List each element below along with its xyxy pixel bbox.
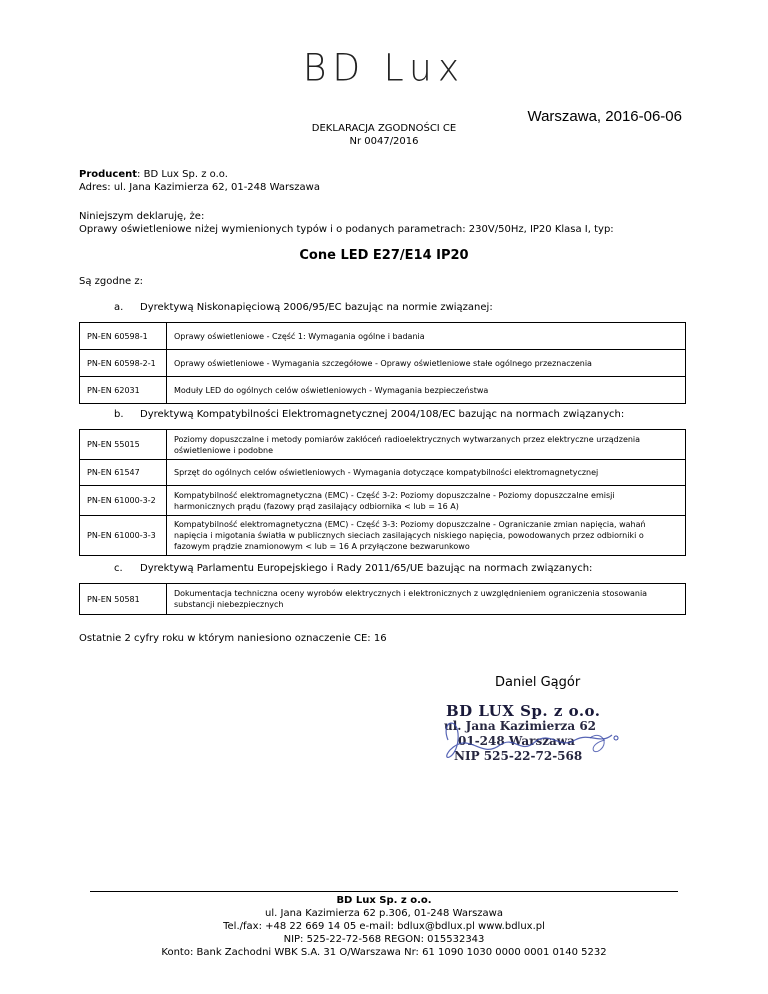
compliant-label: Są zgodne z: — [79, 276, 144, 287]
standards-table-c — [79, 583, 686, 615]
standard-description: Moduły LED do ogólnych celów oświetleniowych - Wymagania bezpieczeństwa — [167, 377, 686, 404]
standard-description: Dokumentacja techniczna oceny wyrobów elektrycznych i elektronicznych z uwzględnieniem ograniczenia stosowania substancji niebezpiecznych — [167, 584, 686, 615]
standard-description: Oprawy oświetleniowe - Wymagania szczegółowe - Oprawy oświetleniowe stałe ogólnego przeznaczenia — [167, 350, 686, 377]
stamp-line-2: ul. Jana Kazimierza 62 — [444, 719, 597, 733]
standard-code: PN-EN 61547 — [80, 460, 167, 486]
intro-block — [79, 210, 614, 236]
standards-table-a — [79, 322, 686, 404]
section-a-heading: Dyrektywą Niskonapięciową 2006/95/EC bazując na normie związanej: — [140, 302, 493, 313]
stamp-line-1: BD LUX Sp. z o.o. — [446, 702, 601, 720]
producer-line — [79, 168, 320, 181]
standard-code: PN-EN 61000-3-2 — [80, 486, 167, 516]
producer-label: Producent — [79, 169, 138, 180]
product-name: Cone LED E27/E14 IP20 — [299, 248, 469, 263]
table-row — [80, 350, 686, 377]
intro-line-2: Oprawy oświetleniowe niżej wymienionych typów i o podanych parametrach: 230V/50Hz, IP20 Klasa I, typ: — [79, 224, 614, 235]
footer — [0, 894, 768, 959]
signatory-name: Daniel Gągór — [495, 675, 581, 690]
footer-address: ul. Jana Kazimierza 62 p.306, 01-248 Warszawa — [265, 908, 503, 919]
standard-code: PN-EN 55015 — [80, 430, 167, 460]
handwritten-signature — [440, 700, 620, 775]
standard-description: Sprzęt do ogólnych celów oświetleniowych - Wymagania dotyczące kompatybilności elektromagnetycznej — [167, 460, 686, 486]
section-b-heading: Dyrektywą Kompatybilności Elektromagnetycznej 2004/108/EC bazując na normach związanych: — [140, 409, 625, 420]
standard-description: Kompatybilność elektromagnetyczna (EMC) - Część 3-3: Poziomy dopuszczalne - Ograniczanie zmian napięcia, wahań napięcia i migotania światła w publicznych sieciach zasilających niskiego napięcia, powodowanych przez odbiorniki o fazowym prądzie znamionowym < lub = 16 A przyłączone bezwarunkowo — [167, 516, 686, 556]
standard-code: PN-EN 61000-3-3 — [80, 516, 167, 556]
section-c-heading: Dyrektywą Parlamentu Europejskiego i Rady 2011/65/UE bazując na normach związanych: — [140, 563, 593, 574]
stamp-line-3: 01-248 Warszawa — [458, 734, 575, 748]
section-b-letter: b. — [114, 409, 124, 420]
table-row — [80, 486, 686, 516]
section-c-letter: c. — [114, 563, 123, 574]
intro-line-1: Niniejszym deklaruję, że: — [79, 211, 205, 222]
footer-ids: NIP: 525-22-72-568 REGON: 015532343 — [283, 934, 485, 945]
standard-description: Kompatybilność elektromagnetyczna (EMC) - Część 3-2: Poziomy dopuszczalne - Poziomy dopuszczalne emisji harmonicznych prądu (fazowy prąd zasilający odbiornika < lub = 16 A) — [167, 486, 686, 516]
section-a-letter: a. — [114, 302, 124, 313]
stamp-line-4: NIP 525-22-72-568 — [454, 749, 583, 763]
table-row — [80, 460, 686, 486]
footer-contact: Tel./fax: +48 22 669 14 05 e-mail: bdlux@bdlux.pl www.bdlux.pl — [223, 921, 545, 932]
producer-name: : BD Lux Sp. z o.o. — [137, 169, 228, 180]
footer-bank: Konto: Bank Zachodni WBK S.A. 31 O/Warszawa Nr: 61 1090 1030 0000 0001 0140 5232 — [161, 947, 607, 958]
declaration-title-block — [0, 122, 768, 148]
footer-divider — [90, 891, 678, 892]
table-row — [80, 377, 686, 404]
producer-address: Adres: ul. Jana Kazimierza 62, 01-248 Warszawa — [79, 182, 320, 193]
standard-code: PN-EN 50581 — [80, 584, 167, 615]
standard-description: Poziomy dopuszczalne i metody pomiarów zakłóceń radioelektrycznych wytwarzanych przez elektryczne urządzenia oświetleniowe i podobne — [167, 430, 686, 460]
place-date: Warszawa, 2016-06-06 — [527, 108, 682, 125]
footer-company: BD Lux Sp. z o.o. — [336, 895, 432, 906]
standards-table-b — [79, 429, 686, 556]
declaration-title: DEKLARACJA ZGODNOŚCI CE — [311, 123, 457, 134]
declaration-number: Nr 0047/2016 — [349, 136, 419, 147]
standard-code: PN-EN 60598-1 — [80, 323, 167, 350]
standard-description: Oprawy oświetleniowe - Część 1: Wymagania ogólne i badania — [167, 323, 686, 350]
table-row — [80, 516, 686, 556]
standard-code: PN-EN 60598-2-1 — [80, 350, 167, 377]
company-logo: BD Lux — [302, 46, 466, 91]
table-row — [80, 584, 686, 615]
ce-year-note: Ostatnie 2 cyfry roku w którym naniesiono oznaczenie CE: 16 — [79, 633, 387, 644]
producer-block — [79, 168, 320, 194]
standard-code: PN-EN 62031 — [80, 377, 167, 404]
table-row — [80, 323, 686, 350]
company-stamp — [440, 700, 620, 775]
table-row — [80, 430, 686, 460]
